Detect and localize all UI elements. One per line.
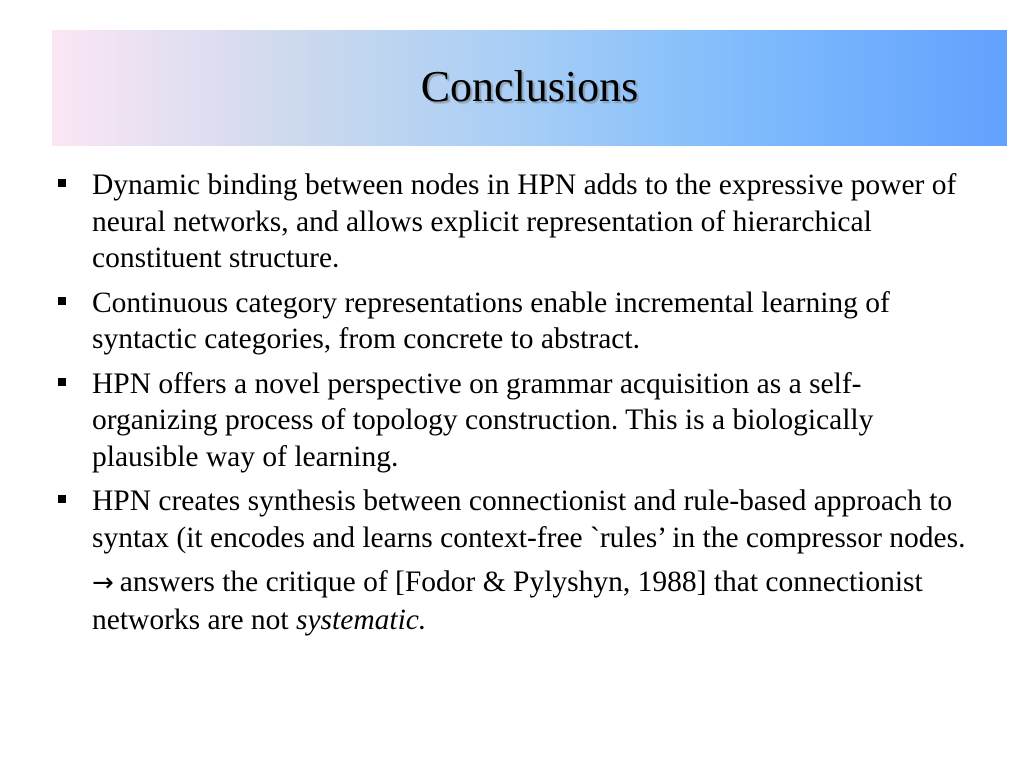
bullet-item (52, 167, 972, 277)
title-banner (52, 30, 1007, 146)
slide-title: Conclusions (420, 61, 639, 111)
bullet-text: HPN creates synthesis between connectionist and rule-based approach to syntax (it encodes and learns context-free `rules’ in the compressor nodes. (92, 485, 966, 554)
bullet-text: Continuous category representations enable incremental learning of syntactic categories, from concrete to abstract. (92, 286, 890, 355)
bullet-text: HPN offers a novel perspective on grammar acquisition as a self-organizing process of topology construction. This is a biologically plausible way of learning. (92, 367, 874, 473)
followup-emphasis: systematic. (295, 603, 427, 636)
followup-text: answers the critique of [Fodor & Pylyshyn, 1988] that connectionist networks are not (92, 566, 923, 636)
right-arrow-icon: → (92, 568, 114, 598)
bullet-item (52, 285, 972, 358)
square-bullet-icon (58, 179, 66, 187)
bullet-list (52, 167, 972, 646)
square-bullet-icon (58, 297, 66, 305)
bullet-item (52, 483, 972, 638)
bullet-text: Dynamic binding between nodes in HPN adds to the expressive power of neural networks, and allows explicit representation of hierarchical constituent structure. (92, 169, 957, 274)
bullet-item (52, 366, 972, 476)
conclusion-followup (92, 564, 972, 638)
square-bullet-icon (58, 495, 66, 503)
square-bullet-icon (58, 378, 66, 386)
